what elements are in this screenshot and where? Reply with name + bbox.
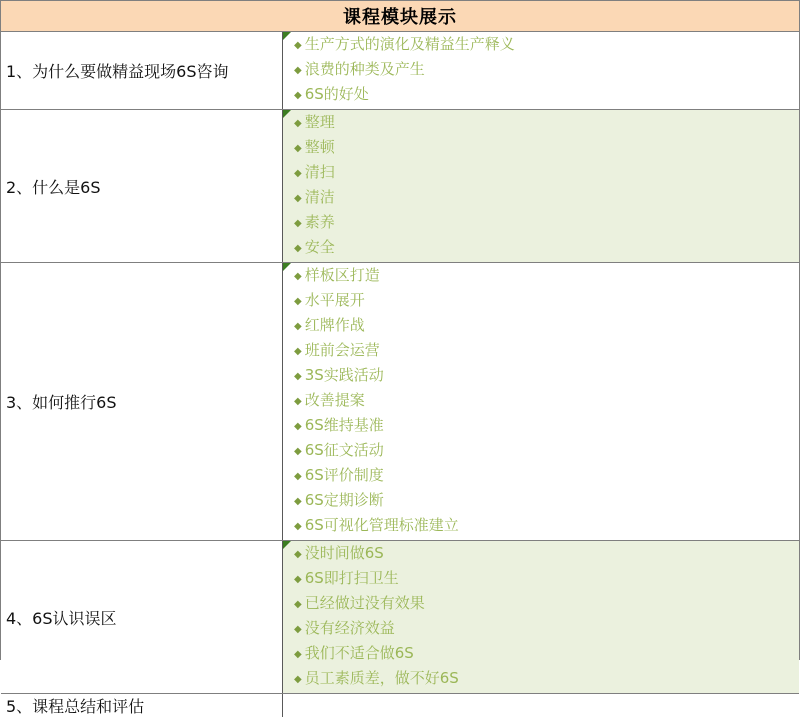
topic-item xyxy=(294,236,799,261)
diamond-bullet-icon: ◆ xyxy=(294,193,302,204)
topic-text: 水平展开 xyxy=(304,291,365,309)
topic-text: 6S评价制度 xyxy=(304,466,384,484)
diamond-bullet-icon: ◆ xyxy=(294,599,302,610)
topic-text: 没时间做6S xyxy=(304,544,384,562)
module-cell xyxy=(1,694,283,717)
topic-item xyxy=(294,58,799,83)
corner-marker-icon xyxy=(283,32,291,40)
diamond-bullet-icon: ◆ xyxy=(294,574,302,585)
topic-item xyxy=(294,464,799,489)
topic-text: 我们不适合做6S xyxy=(304,644,414,662)
table-row xyxy=(1,694,799,717)
diamond-bullet-icon: ◆ xyxy=(294,496,302,507)
topics-cell xyxy=(283,32,799,109)
diamond-bullet-icon: ◆ xyxy=(294,296,302,307)
diamond-bullet-icon: ◆ xyxy=(294,271,302,282)
topic-text: 素养 xyxy=(304,213,335,231)
topic-item xyxy=(294,339,799,364)
topic-item xyxy=(294,136,799,161)
table-row xyxy=(1,110,799,263)
diamond-bullet-icon: ◆ xyxy=(294,168,302,179)
module-label: 5、课程总结和评估 xyxy=(6,697,145,716)
topic-text: 已经做过没有效果 xyxy=(304,594,425,612)
topic-item xyxy=(294,289,799,314)
diamond-bullet-icon: ◆ xyxy=(294,118,302,129)
diamond-bullet-icon: ◆ xyxy=(294,471,302,482)
module-cell xyxy=(1,110,283,262)
topic-item xyxy=(294,439,799,464)
topic-item xyxy=(294,161,799,186)
topic-text: 6S征文活动 xyxy=(304,441,384,459)
topic-item xyxy=(294,33,799,58)
diamond-bullet-icon: ◆ xyxy=(294,90,302,101)
topic-item xyxy=(294,567,799,592)
topic-item xyxy=(294,592,799,617)
diamond-bullet-icon: ◆ xyxy=(294,321,302,332)
diamond-bullet-icon: ◆ xyxy=(294,521,302,532)
module-cell xyxy=(1,32,283,109)
module-label: 2、什么是6S xyxy=(6,177,101,197)
diamond-bullet-icon: ◆ xyxy=(294,549,302,560)
topic-text: 员工素质差，做不好6S xyxy=(304,669,459,687)
module-label: 1、为什么要做精益现场6S咨询 xyxy=(6,62,229,81)
topic-item xyxy=(294,617,799,642)
topic-item xyxy=(294,414,799,439)
topic-text: 6S维持基准 xyxy=(304,416,384,434)
topic-item xyxy=(294,514,799,539)
topic-text: 整理 xyxy=(304,113,335,131)
diamond-bullet-icon: ◆ xyxy=(294,65,302,76)
diamond-bullet-icon: ◆ xyxy=(294,446,302,457)
corner-marker-icon xyxy=(283,110,291,118)
module-cell xyxy=(1,263,283,540)
diamond-bullet-icon: ◆ xyxy=(294,143,302,154)
diamond-bullet-icon: ◆ xyxy=(294,649,302,660)
topics-cell xyxy=(283,110,799,262)
diamond-bullet-icon: ◆ xyxy=(294,421,302,432)
corner-marker-icon xyxy=(283,263,291,271)
topic-item xyxy=(294,111,799,136)
topic-item xyxy=(294,642,799,667)
topic-item xyxy=(294,314,799,339)
diamond-bullet-icon: ◆ xyxy=(294,624,302,635)
topic-text: 3S实践活动 xyxy=(304,366,384,384)
topic-item xyxy=(294,264,799,289)
diamond-bullet-icon: ◆ xyxy=(294,346,302,357)
topic-text: 安全 xyxy=(304,238,335,256)
topic-text: 浪费的种类及产生 xyxy=(304,60,425,78)
module-label: 3、如何推行6S xyxy=(6,393,117,412)
topic-text: 红牌作战 xyxy=(304,316,365,334)
topic-text: 清洁 xyxy=(304,188,335,206)
diamond-bullet-icon: ◆ xyxy=(294,396,302,407)
topic-text: 样板区打造 xyxy=(304,266,380,284)
topic-text: 清扫 xyxy=(304,163,335,181)
topics-cell xyxy=(283,694,799,717)
topic-item xyxy=(294,364,799,389)
topic-text: 班前会运营 xyxy=(304,341,380,359)
topics-cell xyxy=(283,263,799,540)
topic-text: 6S的好处 xyxy=(304,85,369,103)
topic-item xyxy=(294,489,799,514)
corner-marker-icon xyxy=(283,541,291,549)
diamond-bullet-icon: ◆ xyxy=(294,371,302,382)
diamond-bullet-icon: ◆ xyxy=(294,40,302,51)
topic-item xyxy=(294,83,799,108)
topic-text: 改善提案 xyxy=(304,391,365,409)
topic-text: 整顿 xyxy=(304,138,335,156)
table-title: 课程模块展示 xyxy=(1,1,799,32)
topic-text: 生产方式的演化及精益生产释义 xyxy=(304,35,515,53)
diamond-bullet-icon: ◆ xyxy=(294,674,302,685)
table-row xyxy=(1,32,799,110)
topic-text: 6S定期诊断 xyxy=(304,491,384,509)
module-label: 4、6S认识误区 xyxy=(6,608,117,628)
diamond-bullet-icon: ◆ xyxy=(294,243,302,254)
topic-text: 6S可视化管理标准建立 xyxy=(304,516,459,534)
table-row xyxy=(1,541,799,694)
table-row xyxy=(1,263,799,541)
topic-item xyxy=(294,542,799,567)
topic-item xyxy=(294,186,799,211)
topic-item xyxy=(294,389,799,414)
diamond-bullet-icon: ◆ xyxy=(294,218,302,229)
topics-cell xyxy=(283,541,799,693)
module-cell xyxy=(1,541,283,693)
topic-item xyxy=(294,211,799,236)
topic-item xyxy=(294,667,799,692)
topic-text: 没有经济效益 xyxy=(304,619,395,637)
topic-text: 6S即打扫卫生 xyxy=(304,569,399,587)
